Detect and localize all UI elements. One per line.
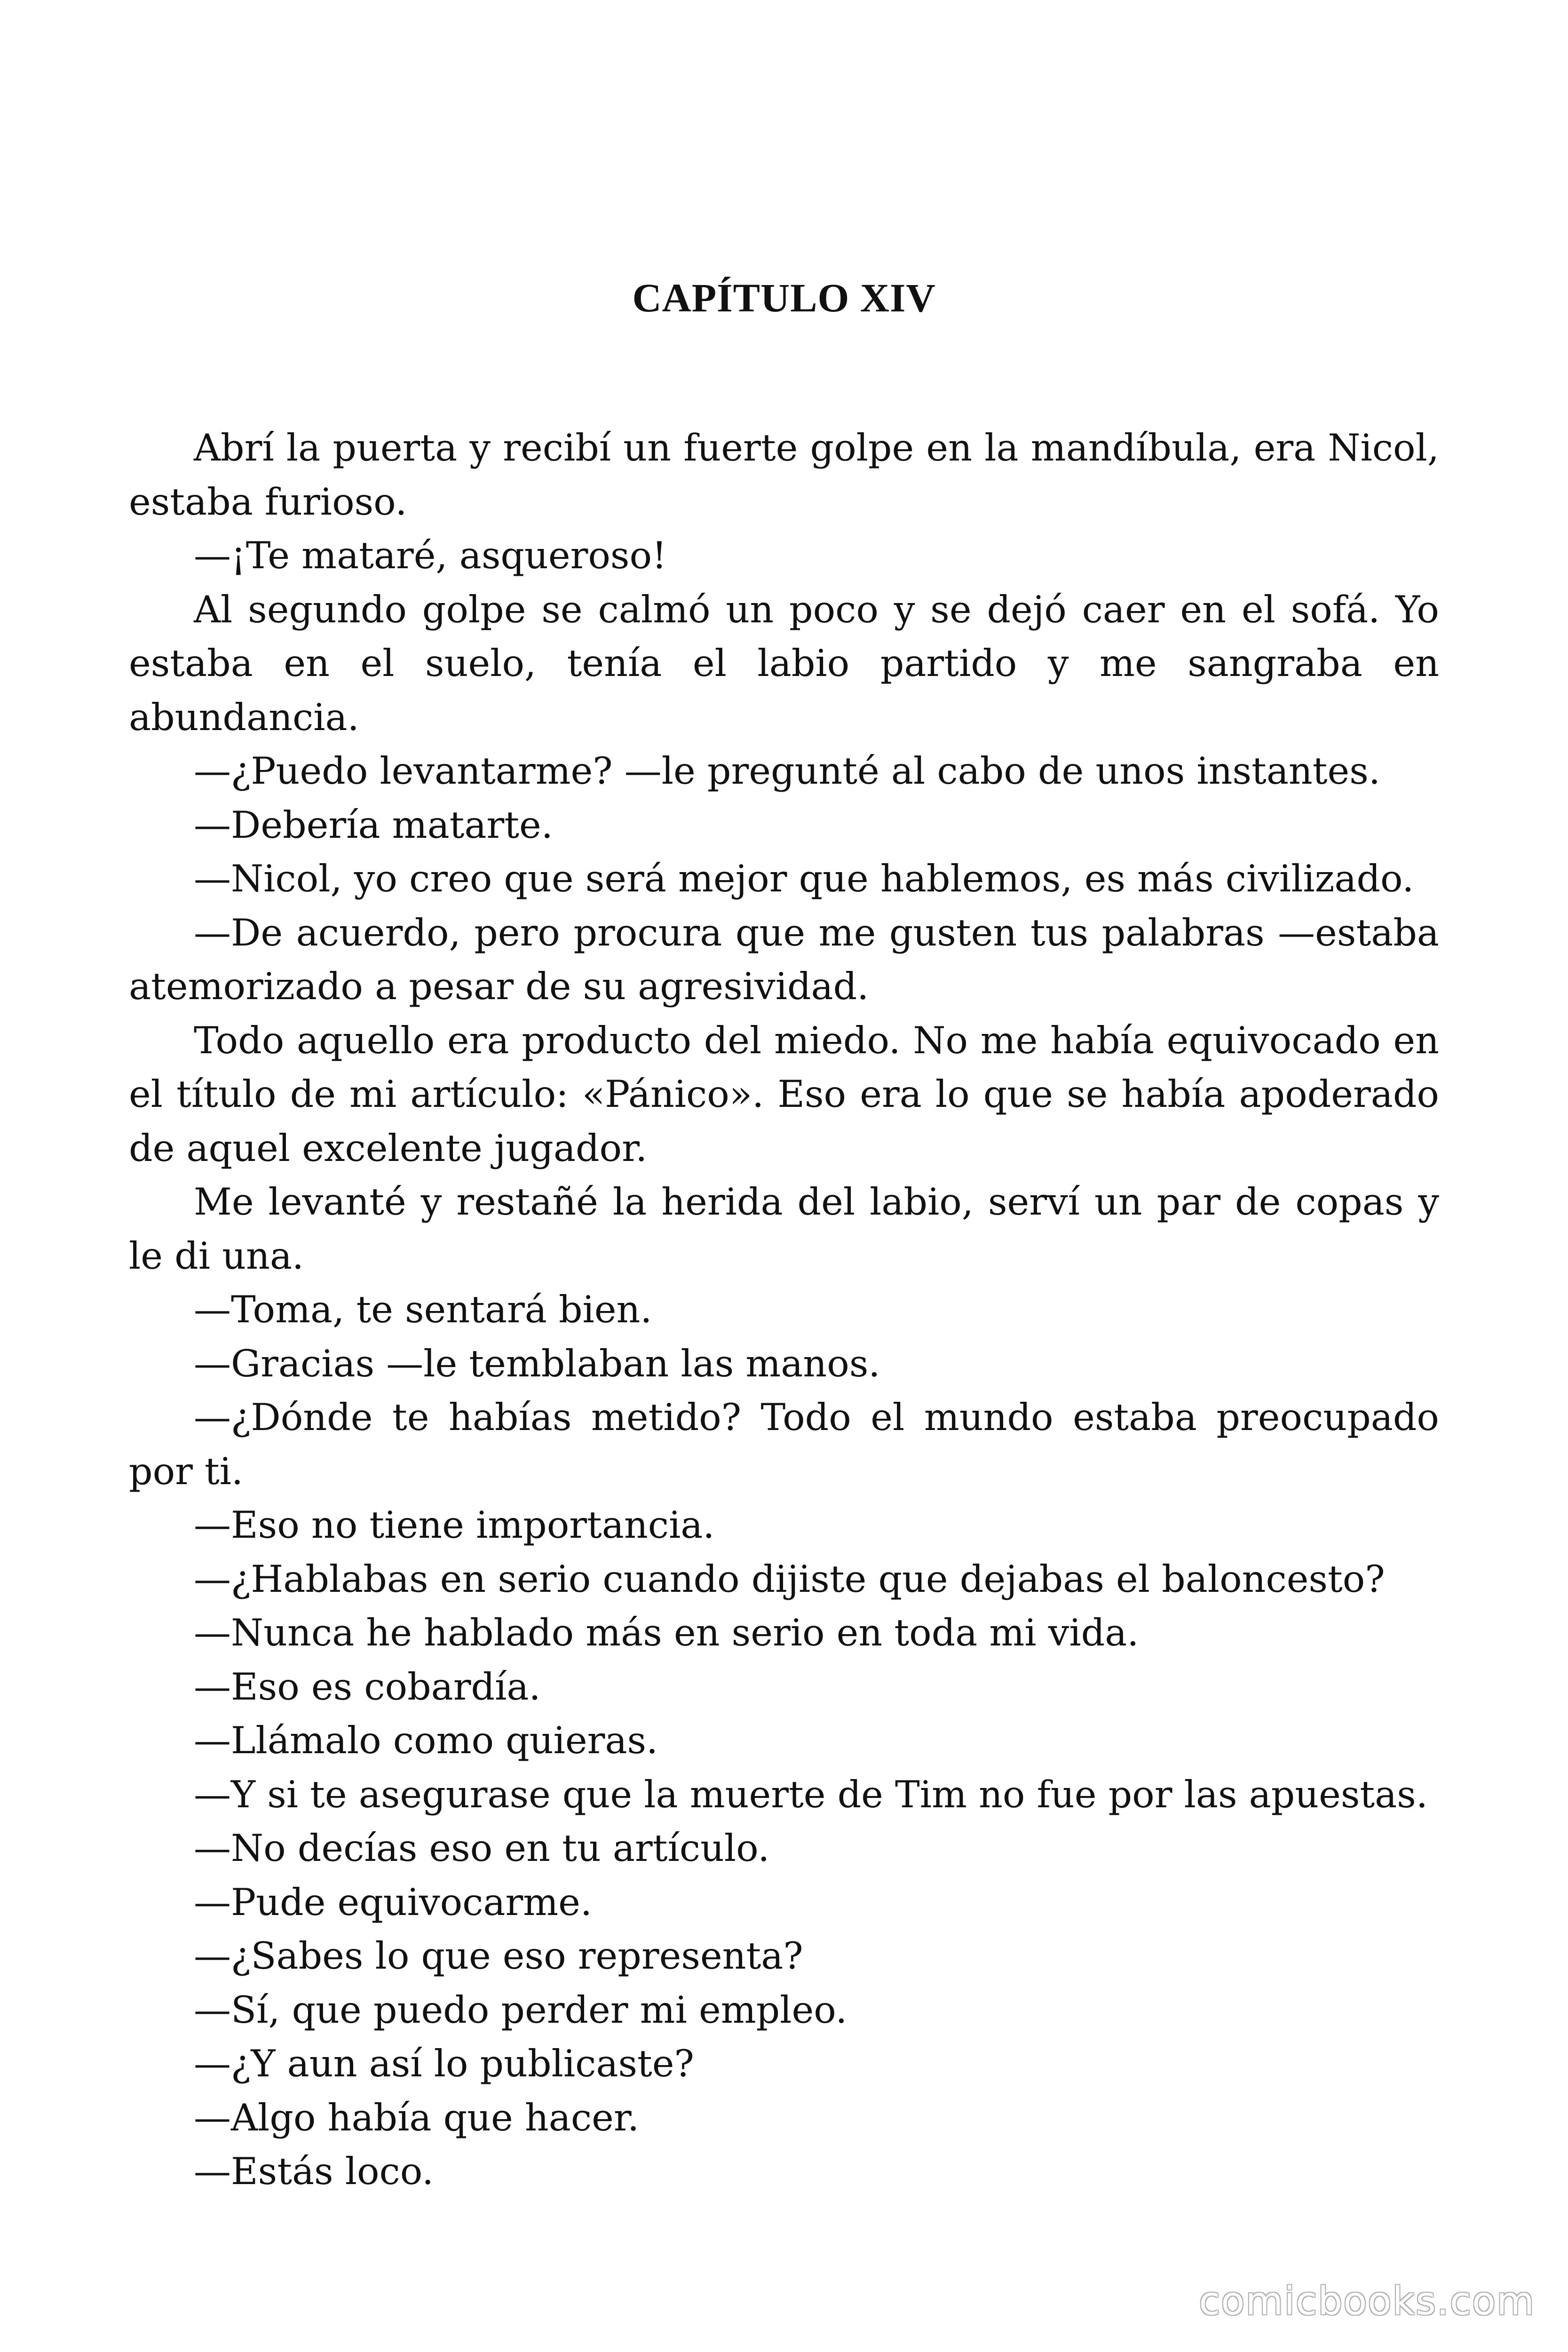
paragraph: Abrí la puerta y recibí un fuerte golpe en la mandíbula, era Nicol, estaba furioso. xyxy=(129,426,1439,524)
paragraph: —¿Puedo levantarme? —le pregunté al cabo de unos instantes. xyxy=(194,749,1380,793)
paragraph: —De acuerdo, pero procura que me gusten tus palabras —estaba atemorizado a pesar de su agresividad. xyxy=(129,911,1439,1008)
paragraph: —Nunca he hablado más en serio en toda mi vida. xyxy=(194,1611,1139,1654)
paragraph: —Sí, que puedo perder mi empleo. xyxy=(194,1988,847,2032)
paragraph: —No decías eso en tu artículo. xyxy=(194,1827,770,1870)
paragraph: —¿Hablabas en serio cuando dijiste que dejabas el baloncesto? xyxy=(194,1557,1385,1601)
paragraph: —¡Te mataré, asqueroso! xyxy=(194,534,667,577)
paragraph: —Estás loco. xyxy=(194,2150,434,2193)
paragraph: —Debería matarte. xyxy=(194,803,553,847)
paragraph: —Gracias —le temblaban las manos. xyxy=(194,1342,880,1385)
paragraph: —¿Sabes lo que eso representa? xyxy=(194,1934,803,1978)
paragraph: —Llámalo como quieras. xyxy=(194,1719,658,1762)
paragraph: —Nicol, yo creo que será mejor que hablemos, es más civilizado. xyxy=(194,857,1414,900)
paragraph: —¿Y aun así lo publicaste? xyxy=(194,2042,694,2085)
chapter-body xyxy=(129,421,1439,2199)
paragraph: Al segundo golpe se calmó un poco y se dejó caer en el sofá. Yo estaba en el suelo, tenía el labio partido y me sangraba en abundancia. xyxy=(129,588,1439,739)
watermark: comicbooks.com xyxy=(1199,2279,1535,2324)
paragraph: —Y si te asegurase que la muerte de Tim no fue por las apuestas. xyxy=(194,1772,1428,1816)
paragraph: —Algo había que hacer. xyxy=(194,2096,640,2139)
paragraph: —Pude equivocarme. xyxy=(194,1880,593,1924)
paragraph: —¿Dónde te habías metido? Todo el mundo estaba preocupado por ti. xyxy=(129,1396,1439,1493)
paragraph: —Eso es cobardía. xyxy=(194,1665,541,1708)
chapter-title: CAPÍTULO XIV xyxy=(632,275,936,320)
paragraph: —Toma, te sentará bien. xyxy=(194,1288,652,1331)
paragraph: Todo aquello era producto del miedo. No me había equivocado en el título de mi artículo: «Pánico». Eso era lo que se había apoderado de aquel excelente jugador. xyxy=(129,1018,1439,1170)
paragraph: —Eso no tiene importancia. xyxy=(194,1503,715,1547)
paragraph: Me levanté y restañé la herida del labio, serví un par de copas y le di una. xyxy=(129,1180,1439,1278)
